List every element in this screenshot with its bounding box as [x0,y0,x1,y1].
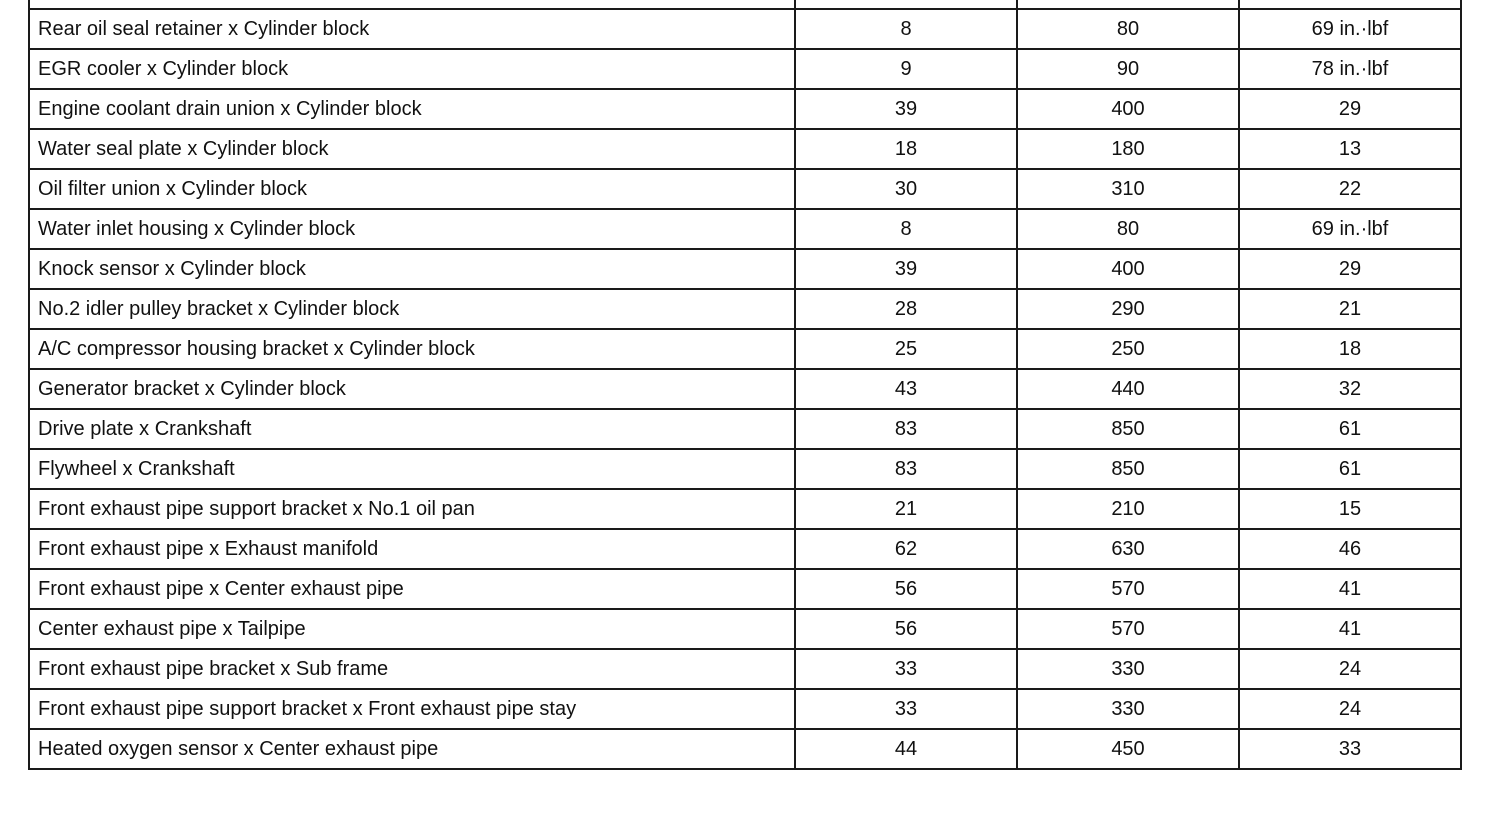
torque-ftlbf-cell: 46 [1239,529,1461,569]
torque-kgfcm-cell: 400 [1017,89,1239,129]
torque-nm-cell: 8 [795,209,1017,249]
table-row [29,169,1461,209]
torque-kgfcm-cell: 80 [1017,9,1239,49]
torque-kgfcm-cell: 450 [1017,729,1239,769]
torque-kgfcm-cell: 850 [1017,449,1239,489]
table-row [29,89,1461,129]
table-row [29,289,1461,329]
torque-nm-cell: 56 [795,609,1017,649]
part-name-cell: Front exhaust pipe support bracket x Front exhaust pipe stay [29,689,795,729]
torque-ftlbf-cell: 18 [1239,329,1461,369]
torque-nm-cell: 56 [795,569,1017,609]
torque-kgfcm-cell: 180 [1017,129,1239,169]
torque-kgfcm-cell: 630 [1017,529,1239,569]
torque-nm-cell: 83 [795,449,1017,489]
table-row [29,529,1461,569]
torque-nm-cell: 39 [795,89,1017,129]
torque-ftlbf-cell: 24 [1239,689,1461,729]
table-row [29,129,1461,169]
torque-ftlbf-cell: 29 [1239,89,1461,129]
table-row [29,649,1461,689]
part-name-cell: Knock sensor x Cylinder block [29,249,795,289]
torque-nm-cell: 18 [795,129,1017,169]
part-name-cell: Oil filter union x Cylinder block [29,169,795,209]
torque-nm-cell: 9 [795,49,1017,89]
torque-ftlbf-cell: 29 [1239,249,1461,289]
torque-spec-table [28,0,1462,770]
torque-kgfcm-cell: 570 [1017,569,1239,609]
table-row [29,569,1461,609]
table-row [29,449,1461,489]
torque-nm-cell: 39 [795,249,1017,289]
cutoff-cell [1017,0,1239,9]
torque-nm-cell: 28 [795,289,1017,329]
cutoff-cell [1239,0,1461,9]
table-row [29,49,1461,89]
torque-ftlbf-cell: 41 [1239,569,1461,609]
torque-kgfcm-cell: 290 [1017,289,1239,329]
torque-kgfcm-cell: 570 [1017,609,1239,649]
torque-kgfcm-cell: 250 [1017,329,1239,369]
part-name-cell: Flywheel x Crankshaft [29,449,795,489]
table-body [29,0,1461,769]
cutoff-cell [29,0,795,9]
part-name-cell: Front exhaust pipe bracket x Sub frame [29,649,795,689]
torque-kgfcm-cell: 440 [1017,369,1239,409]
table-row [29,369,1461,409]
torque-nm-cell: 33 [795,689,1017,729]
part-name-cell: EGR cooler x Cylinder block [29,49,795,89]
table-row [29,209,1461,249]
torque-nm-cell: 43 [795,369,1017,409]
table-row [29,689,1461,729]
part-name-cell: No.2 idler pulley bracket x Cylinder block [29,289,795,329]
part-name-cell: Engine coolant drain union x Cylinder block [29,89,795,129]
part-name-cell: Heated oxygen sensor x Center exhaust pipe [29,729,795,769]
part-name-cell: Water inlet housing x Cylinder block [29,209,795,249]
part-name-cell: Front exhaust pipe x Exhaust manifold [29,529,795,569]
torque-ftlbf-cell: 69 in.·lbf [1239,209,1461,249]
torque-nm-cell: 33 [795,649,1017,689]
torque-spec-sheet [28,0,1460,808]
torque-kgfcm-cell: 850 [1017,409,1239,449]
torque-kgfcm-cell: 400 [1017,249,1239,289]
table-row [29,609,1461,649]
torque-ftlbf-cell: 69 in.·lbf [1239,9,1461,49]
part-name-cell: Rear oil seal retainer x Cylinder block [29,9,795,49]
torque-ftlbf-cell: 15 [1239,489,1461,529]
part-name-cell: Front exhaust pipe x Center exhaust pipe [29,569,795,609]
torque-kgfcm-cell: 330 [1017,649,1239,689]
torque-nm-cell: 21 [795,489,1017,529]
torque-ftlbf-cell: 24 [1239,649,1461,689]
torque-kgfcm-cell: 330 [1017,689,1239,729]
part-name-cell: A/C compressor housing bracket x Cylinder block [29,329,795,369]
torque-kgfcm-cell: 80 [1017,209,1239,249]
torque-nm-cell: 62 [795,529,1017,569]
part-name-cell: Front exhaust pipe support bracket x No.1 oil pan [29,489,795,529]
torque-kgfcm-cell: 210 [1017,489,1239,529]
table-row-cutoff [29,0,1461,9]
torque-ftlbf-cell: 32 [1239,369,1461,409]
table-row [29,9,1461,49]
table-row [29,729,1461,769]
part-name-cell: Generator bracket x Cylinder block [29,369,795,409]
torque-ftlbf-cell: 13 [1239,129,1461,169]
torque-nm-cell: 30 [795,169,1017,209]
torque-nm-cell: 83 [795,409,1017,449]
table-row [29,409,1461,449]
torque-nm-cell: 25 [795,329,1017,369]
torque-ftlbf-cell: 21 [1239,289,1461,329]
table-row [29,249,1461,289]
torque-kgfcm-cell: 310 [1017,169,1239,209]
torque-kgfcm-cell: 90 [1017,49,1239,89]
torque-nm-cell: 44 [795,729,1017,769]
table-row [29,329,1461,369]
torque-ftlbf-cell: 61 [1239,409,1461,449]
part-name-cell: Water seal plate x Cylinder block [29,129,795,169]
torque-nm-cell: 8 [795,9,1017,49]
torque-ftlbf-cell: 78 in.·lbf [1239,49,1461,89]
torque-ftlbf-cell: 61 [1239,449,1461,489]
torque-ftlbf-cell: 22 [1239,169,1461,209]
cutoff-cell [795,0,1017,9]
torque-ftlbf-cell: 41 [1239,609,1461,649]
part-name-cell: Drive plate x Crankshaft [29,409,795,449]
table-row [29,489,1461,529]
torque-ftlbf-cell: 33 [1239,729,1461,769]
part-name-cell: Center exhaust pipe x Tailpipe [29,609,795,649]
